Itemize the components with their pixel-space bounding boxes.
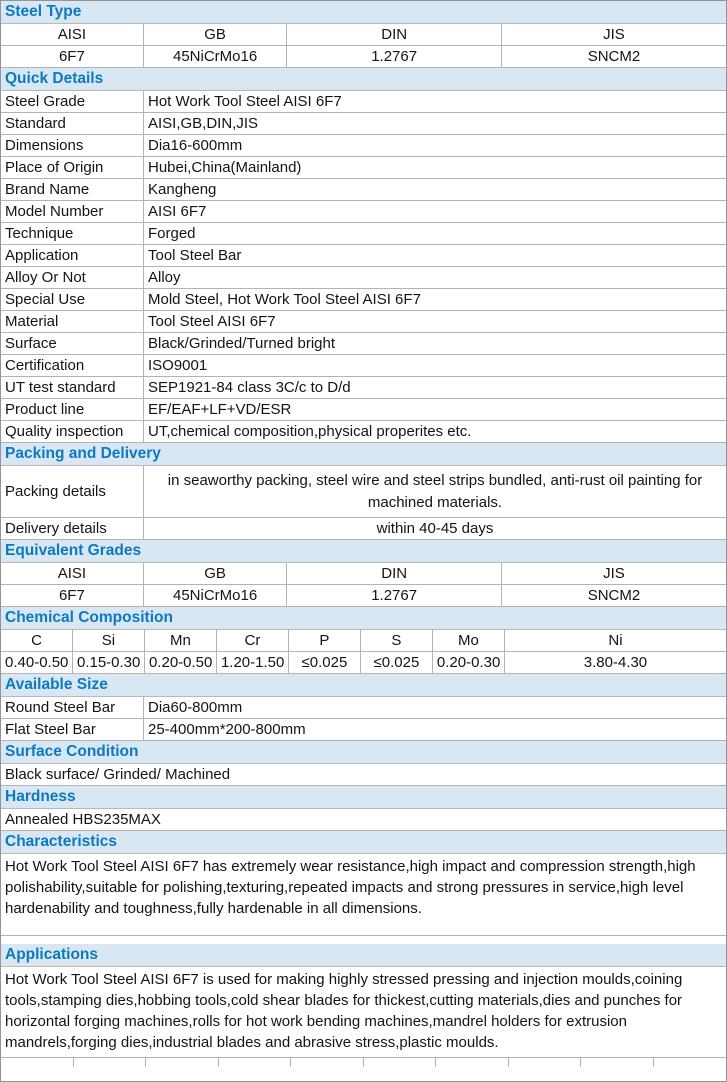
qd-label: Technique <box>1 223 144 244</box>
truncated-cell <box>436 1058 509 1067</box>
delivery-value: within 40-45 days <box>376 520 494 537</box>
chem-val-s: ≤0.025 <box>361 652 433 673</box>
qd-label: Steel Grade <box>1 91 144 112</box>
table-row <box>1 289 726 311</box>
truncated-cell <box>654 1058 727 1067</box>
steel-type-value-row <box>1 46 726 68</box>
truncated-cell <box>1 1058 74 1067</box>
packing-details-row <box>1 466 726 518</box>
steel-type-val-jis: SNCM2 <box>587 48 641 65</box>
table-row <box>1 223 726 245</box>
qd-label: Special Use <box>1 289 144 310</box>
qd-label: Certification <box>1 355 144 376</box>
chem-val-c: 0.40-0.50 <box>1 652 73 673</box>
qd-label: Surface <box>1 333 144 354</box>
steel-type-col-gb: GB <box>144 24 288 45</box>
chem-header-row <box>1 630 726 652</box>
applications-paragraph: Hot Work Tool Steel AISI 6F7 is used for making highly stressed pressing and injection moulds,coining tools,stamping dies,hobbing tools,cold shear blades for thickest,cutting materials,dies and punches for horizontal forging machines,rolls for hot work bending machines,mandrel holders for extrusion mandrels,forging dies,industrial blades and abrasive stress,plastic moulds. <box>1 967 726 1058</box>
size-label: Round Steel Bar <box>1 697 144 718</box>
table-row <box>1 113 726 135</box>
characteristics-paragraph: Hot Work Tool Steel AISI 6F7 has extremely wear resistance,high impact and compression strength,high polishability,suitable for polishing,texturing,repeated impacts and strong pressures in service,high level hardenability and toughness,fully hardenable in all dimensions. <box>1 854 726 936</box>
truncated-cell <box>146 1058 219 1067</box>
chem-val-ni: 3.80-4.30 <box>583 654 648 671</box>
truncated-cell <box>291 1058 364 1067</box>
table-row <box>1 135 726 157</box>
section-header-equivalent-grades: Equivalent Grades <box>1 540 726 563</box>
size-label: Flat Steel Bar <box>1 719 144 740</box>
table-row <box>1 377 726 399</box>
chem-col-cr: Cr <box>217 630 289 651</box>
delivery-details-row <box>1 518 726 540</box>
eq-col-din: DIN <box>287 563 502 584</box>
table-row <box>1 267 726 289</box>
section-header-hardness: Hardness <box>1 786 726 809</box>
qd-label: Application <box>1 245 144 266</box>
table-row <box>1 697 726 719</box>
size-value: 25-400mm*200-800mm <box>148 721 306 738</box>
steel-type-val-aisi: 6F7 <box>1 46 144 67</box>
eq-col-aisi: AISI <box>1 563 144 584</box>
table-row <box>1 399 726 421</box>
truncated-cell <box>581 1058 654 1067</box>
section-header-surface-condition: Surface Condition <box>1 741 726 764</box>
truncated-cell <box>364 1058 437 1067</box>
steel-type-header-row <box>1 24 726 46</box>
qd-label: Alloy Or Not <box>1 267 144 288</box>
table-row <box>1 333 726 355</box>
qd-value: Hubei,China(Mainland) <box>148 159 302 176</box>
qd-value: AISI,GB,DIN,JIS <box>148 115 259 132</box>
chem-col-ni: Ni <box>608 632 623 649</box>
chem-val-p: ≤0.025 <box>289 652 361 673</box>
qd-value: AISI 6F7 <box>148 203 207 220</box>
qd-value: UT,chemical composition,physical properites etc. <box>148 423 472 440</box>
qd-label: Model Number <box>1 201 144 222</box>
chem-val-cr: 1.20-1.50 <box>217 652 289 673</box>
size-value: Dia60-800mm <box>148 699 243 716</box>
truncated-cell <box>219 1058 292 1067</box>
qd-value: SEP1921-84 class 3C/c to D/d <box>148 379 351 396</box>
equivalent-grades-header-row <box>1 563 726 585</box>
section-header-steel-type: Steel Type <box>1 1 726 24</box>
qd-value: ISO9001 <box>148 357 208 374</box>
section-header-applications: Applications <box>1 944 726 967</box>
surface-condition-text: Black surface/ Grinded/ Machined <box>1 764 726 786</box>
table-row <box>1 179 726 201</box>
eq-val-aisi: 6F7 <box>1 585 144 606</box>
qd-value: Forged <box>148 225 196 242</box>
chem-col-mn: Mn <box>145 630 217 651</box>
steel-type-val-din: 1.2767 <box>287 46 502 67</box>
qd-value: Black/Grinded/Turned bright <box>148 335 336 352</box>
qd-label: Brand Name <box>1 179 144 200</box>
chem-col-mo: Mo <box>433 630 505 651</box>
qd-value: Alloy <box>148 269 181 286</box>
steel-type-col-jis: JIS <box>603 26 625 43</box>
eq-val-jis: SNCM2 <box>587 587 641 604</box>
section-header-chemical-composition: Chemical Composition <box>1 607 726 630</box>
truncated-cell <box>74 1058 147 1067</box>
chem-val-mn: 0.20-0.50 <box>145 652 217 673</box>
qd-label: Place of Origin <box>1 157 144 178</box>
table-row <box>1 421 726 443</box>
chem-val-si: 0.15-0.30 <box>73 652 145 673</box>
section-header-packing-delivery: Packing and Delivery <box>1 443 726 466</box>
qd-value: EF/EAF+LF+VD/ESR <box>148 401 292 418</box>
hardness-text: Annealed HBS235MAX <box>1 809 726 831</box>
eq-col-jis: JIS <box>603 565 625 582</box>
section-header-available-size: Available Size <box>1 674 726 697</box>
qd-value: Kangheng <box>148 181 217 198</box>
table-row <box>1 91 726 113</box>
packing-label: Packing details <box>1 466 144 517</box>
qd-value: Mold Steel, Hot Work Tool Steel AISI 6F7 <box>148 291 421 308</box>
steel-type-val-gb: 45NiCrMo16 <box>144 46 288 67</box>
qd-label: Standard <box>1 113 144 134</box>
chem-col-p: P <box>289 630 361 651</box>
chem-col-c: C <box>1 630 73 651</box>
qd-label: Quality inspection <box>1 421 144 442</box>
eq-val-gb: 45NiCrMo16 <box>144 585 288 606</box>
qd-value: Tool Steel Bar <box>148 247 242 264</box>
qd-value: Dia16-600mm <box>148 137 243 154</box>
qd-label: Material <box>1 311 144 332</box>
chem-val-mo: 0.20-0.30 <box>433 652 505 673</box>
eq-col-gb: GB <box>144 563 288 584</box>
section-header-quick-details: Quick Details <box>1 68 726 91</box>
table-row <box>1 245 726 267</box>
packing-value: in seaworthy packing, steel wire and steel strips bundled, anti-rust oil painting for machined materials. <box>167 471 703 511</box>
truncated-cell <box>509 1058 582 1067</box>
table-row <box>1 157 726 179</box>
table-row <box>1 201 726 223</box>
table-row <box>1 311 726 333</box>
delivery-label: Delivery details <box>1 518 144 539</box>
truncated-table-row <box>1 1058 726 1067</box>
qd-label: UT test standard <box>1 377 144 398</box>
qd-label: Dimensions <box>1 135 144 156</box>
table-row <box>1 355 726 377</box>
chem-value-row <box>1 652 726 674</box>
section-gap <box>1 936 726 944</box>
qd-label: Product line <box>1 399 144 420</box>
qd-value: Tool Steel AISI 6F7 <box>148 313 276 330</box>
equivalent-grades-value-row <box>1 585 726 607</box>
section-header-characteristics: Characteristics <box>1 831 726 854</box>
table-row <box>1 719 726 741</box>
eq-val-din: 1.2767 <box>287 585 502 606</box>
steel-type-col-din: DIN <box>287 24 502 45</box>
chem-col-s: S <box>361 630 433 651</box>
chem-col-si: Si <box>73 630 145 651</box>
qd-value: Hot Work Tool Steel AISI 6F7 <box>148 93 342 110</box>
steel-type-col-aisi: AISI <box>1 24 144 45</box>
